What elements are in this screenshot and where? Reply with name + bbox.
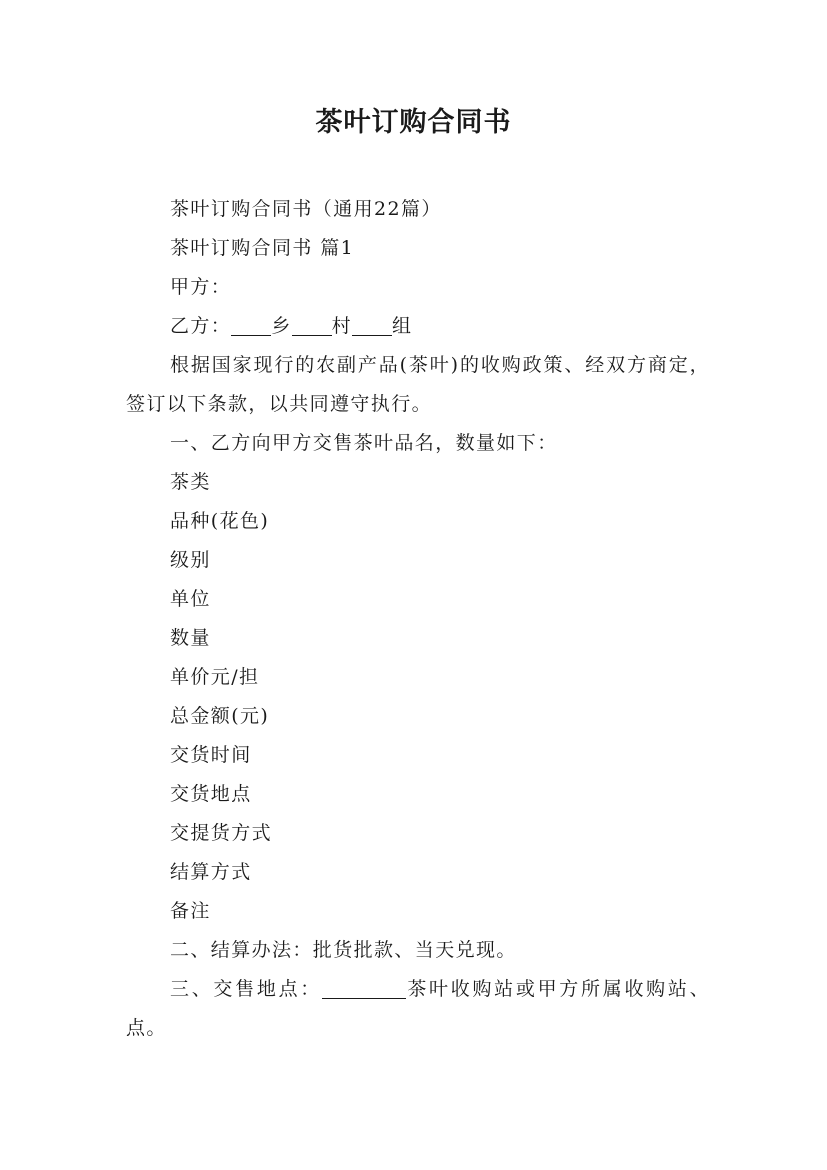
party-b-label: 乙方： <box>170 315 232 337</box>
list-item: 交货时间 <box>170 744 252 766</box>
document-title: 茶叶订购合同书 <box>315 107 512 138</box>
list-item: 品种(花色) <box>170 510 270 532</box>
list-item: 备注 <box>170 900 211 922</box>
list-item: 数量 <box>170 627 211 649</box>
paragraph-clause-1: 一、乙方向甲方交售茶叶品名，数量如下： <box>170 432 558 454</box>
paragraph-section-heading: 茶叶订购合同书 篇1 <box>170 237 355 259</box>
paragraph-preamble: 根据国家现行的农副产品(茶叶)的收购政策、经双方商定，签订以下条款，以共同遵守执行。 <box>126 354 710 415</box>
paragraph-clause-2: 二、结算办法：批货批款、当天兑现。 <box>170 939 517 961</box>
clause-3-prefix: 三、交售地点： <box>170 978 322 1000</box>
paragraph-clause-3 <box>126 970 710 1048</box>
list-item: 结算方式 <box>170 861 252 883</box>
clause-3-suffix: 茶叶收购站或甲方所属收购站、点。 <box>126 978 710 1039</box>
paragraph-subtitle: 茶叶订购合同书（通用22篇） <box>170 198 442 220</box>
blank-line <box>231 315 271 336</box>
list-item: 茶类 <box>170 471 211 493</box>
list-item: 单价元/担 <box>170 666 260 688</box>
list-item: 级别 <box>170 549 211 571</box>
blank-line <box>352 315 392 336</box>
list-item: 单位 <box>170 588 211 610</box>
party-b-township: 乡 <box>271 315 292 337</box>
list-item: 总金额(元) <box>170 705 270 727</box>
blank-line <box>322 978 406 999</box>
list-item: 交货地点 <box>170 783 252 805</box>
blank-line <box>292 315 332 336</box>
party-b-group: 组 <box>392 315 413 337</box>
document-body <box>126 190 710 1048</box>
list-item: 交提货方式 <box>170 822 273 844</box>
party-b-village: 村 <box>331 315 353 337</box>
paragraph-party-b <box>126 307 710 346</box>
paragraph-party-a: 甲方： <box>170 276 232 298</box>
